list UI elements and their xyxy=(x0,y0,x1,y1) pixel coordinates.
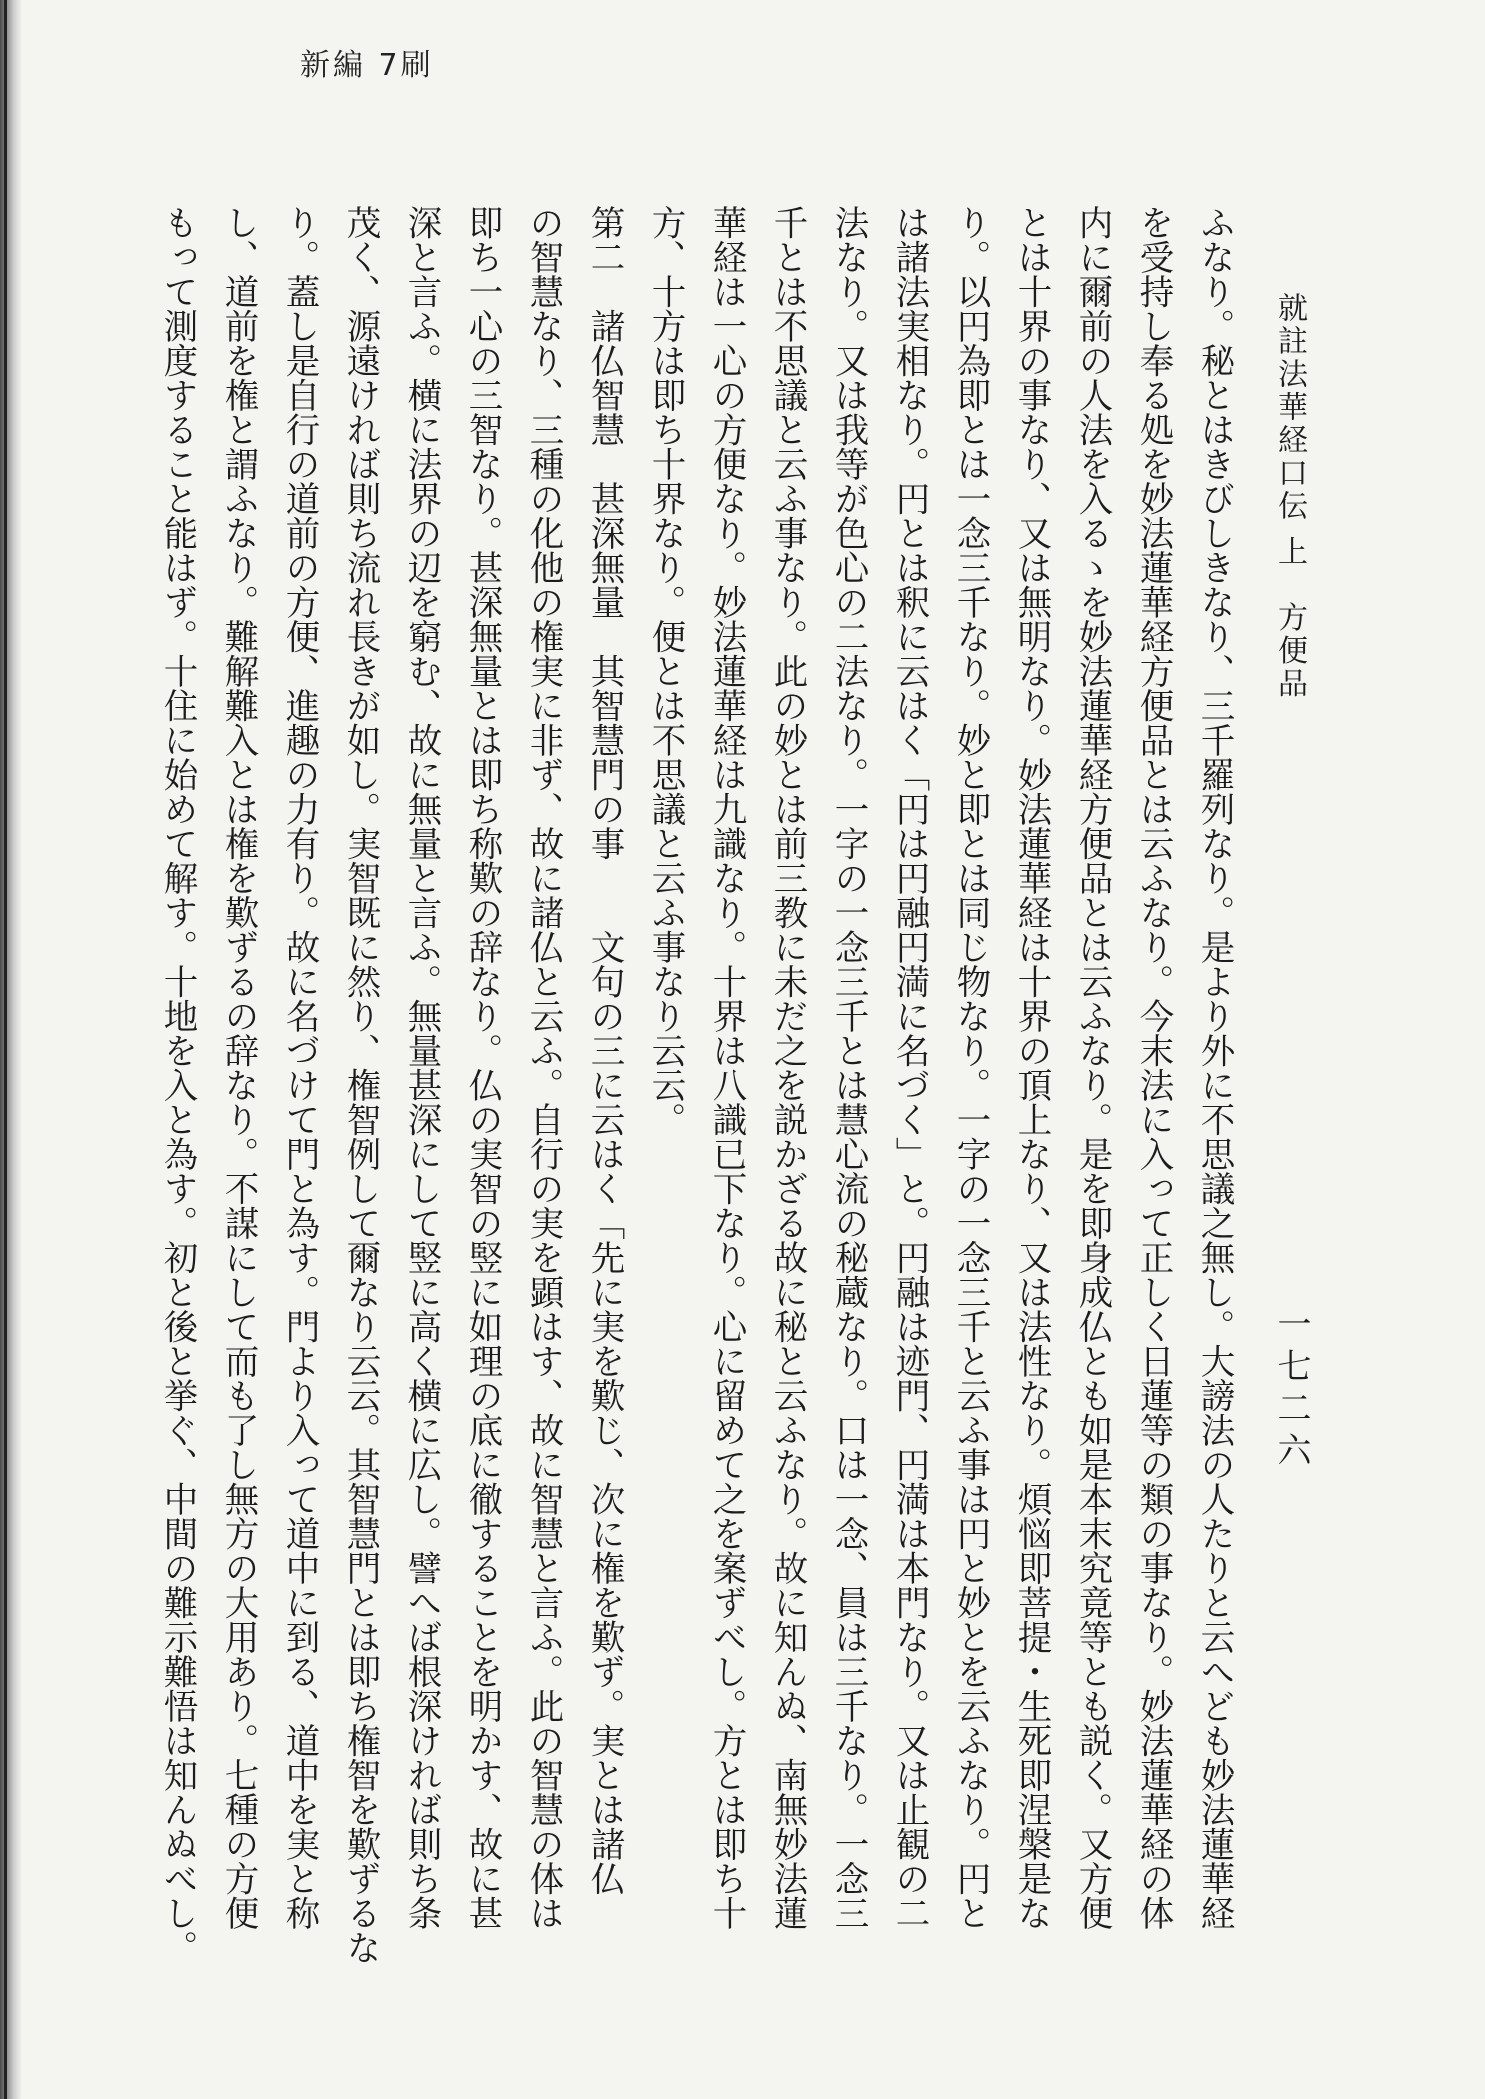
text-column: 千とは不思議と云ふ事なり。此の妙とは前三教に未だ之を説かざる故に秘と云ふなり。故に知んぬ、南無妙法蓮 xyxy=(767,205,807,1930)
text-column: 茂く、源遠ければ則ち流れ長きが如し。実智既に然り、権智例して爾なり云云。其智慧門とは即ち権智を歎ずるな xyxy=(340,205,380,1965)
text-column: 内に爾前の人法を入るゝを妙法蓮華経方便品とは云ふなり。是を即身成仏とも如是本末究竟等とも説く。又方便 xyxy=(1072,205,1112,1930)
text-column: り。以円為即とは一念三千なり。妙と即とは同じ物なり。一字の一念三千と云ふ事は円と妙とを云ふなり。円と xyxy=(950,205,990,1930)
text-column: 即ち一心の三智なり。甚深無量とは即ち称歎の辞なり。仏の実智の竪に如理の底に徹することを明かす、故に甚 xyxy=(462,205,502,1930)
text-column: の智慧なり、三種の化他の権実に非ず、故に諸仏と云ふ。自行の実を顕はす、故に智慧と言ふ。此の智慧の体は xyxy=(523,205,563,1930)
text-column: とは十界の事なり、又は無明なり。妙法蓮華経は十界の頂上なり、又は法性なり。煩悩即菩提・生死即涅槃是な xyxy=(1011,205,1051,1930)
text-column: し、道前を権と謂ふなり。難解難入とは権を歎ずるの辞なり。不謀にして而も了し無方の大用あり。七種の方便 xyxy=(218,205,258,1930)
text-column: 方、十方は即ち十界なり。便とは不思議と云ふ事なり云云。 xyxy=(645,205,685,1137)
text-column: を受持し奉る処を妙法蓮華経方便品とは云ふなり。今末法に入って正しく日蓮等の類の事なり。妙法蓮華経の体 xyxy=(1133,205,1173,1930)
text-column: ふなり。秘とはきびしきなり、三千羅列なり。是より外に不思議之無し。大謗法の人たりと云へども妙法蓮華経 xyxy=(1194,205,1234,1930)
text-column: り。蓋し是自行の道前の方便、進趣の力有り。故に名づけて門と為す。門より入って道中に到る、道中を実と称 xyxy=(279,205,319,1930)
text-column: 深と言ふ。横に法界の辺を窮む、故に無量と言ふ。無量甚深にして竪に高く横に広し。譬へば根深ければ則ち条 xyxy=(401,205,441,1930)
section-heading-column: 第二 諸仏智慧 甚深無量 其智慧門の事 文句の三に云はく「先に実を歎じ、次に権を歎ず。実とは諸仏 xyxy=(584,205,624,1896)
edition-label: 新編 7刷 xyxy=(300,48,434,83)
text-column: もって測度すること能はず。十住に始めて解す。十地を入と為す。初と後と挙ぐ、中間の難示難悟は知んぬべし。 xyxy=(157,205,197,1965)
running-header: 就註法華経口伝 上 方便品 xyxy=(1272,292,1307,701)
text-column: は諸法実相なり。円とは釈に云はく「円は円融円満に名づく」と。円融は迹門、円満は本門なり。又は止観の二 xyxy=(889,205,929,1930)
text-column: 法なり。又は我等が色心の二法なり。一字の一念三千とは慧心流の秘蔵なり。口は一念、員は三千なり。一念三 xyxy=(828,205,868,1930)
page-number: 一七二六 xyxy=(1271,1306,1311,1474)
text-column: 華経は一心の方便なり。妙法蓮華経は九識なり。十界は八識已下なり。心に留めて之を案ずべし。方とは即ち十 xyxy=(706,205,746,1930)
binding-edge-line xyxy=(4,0,7,2099)
